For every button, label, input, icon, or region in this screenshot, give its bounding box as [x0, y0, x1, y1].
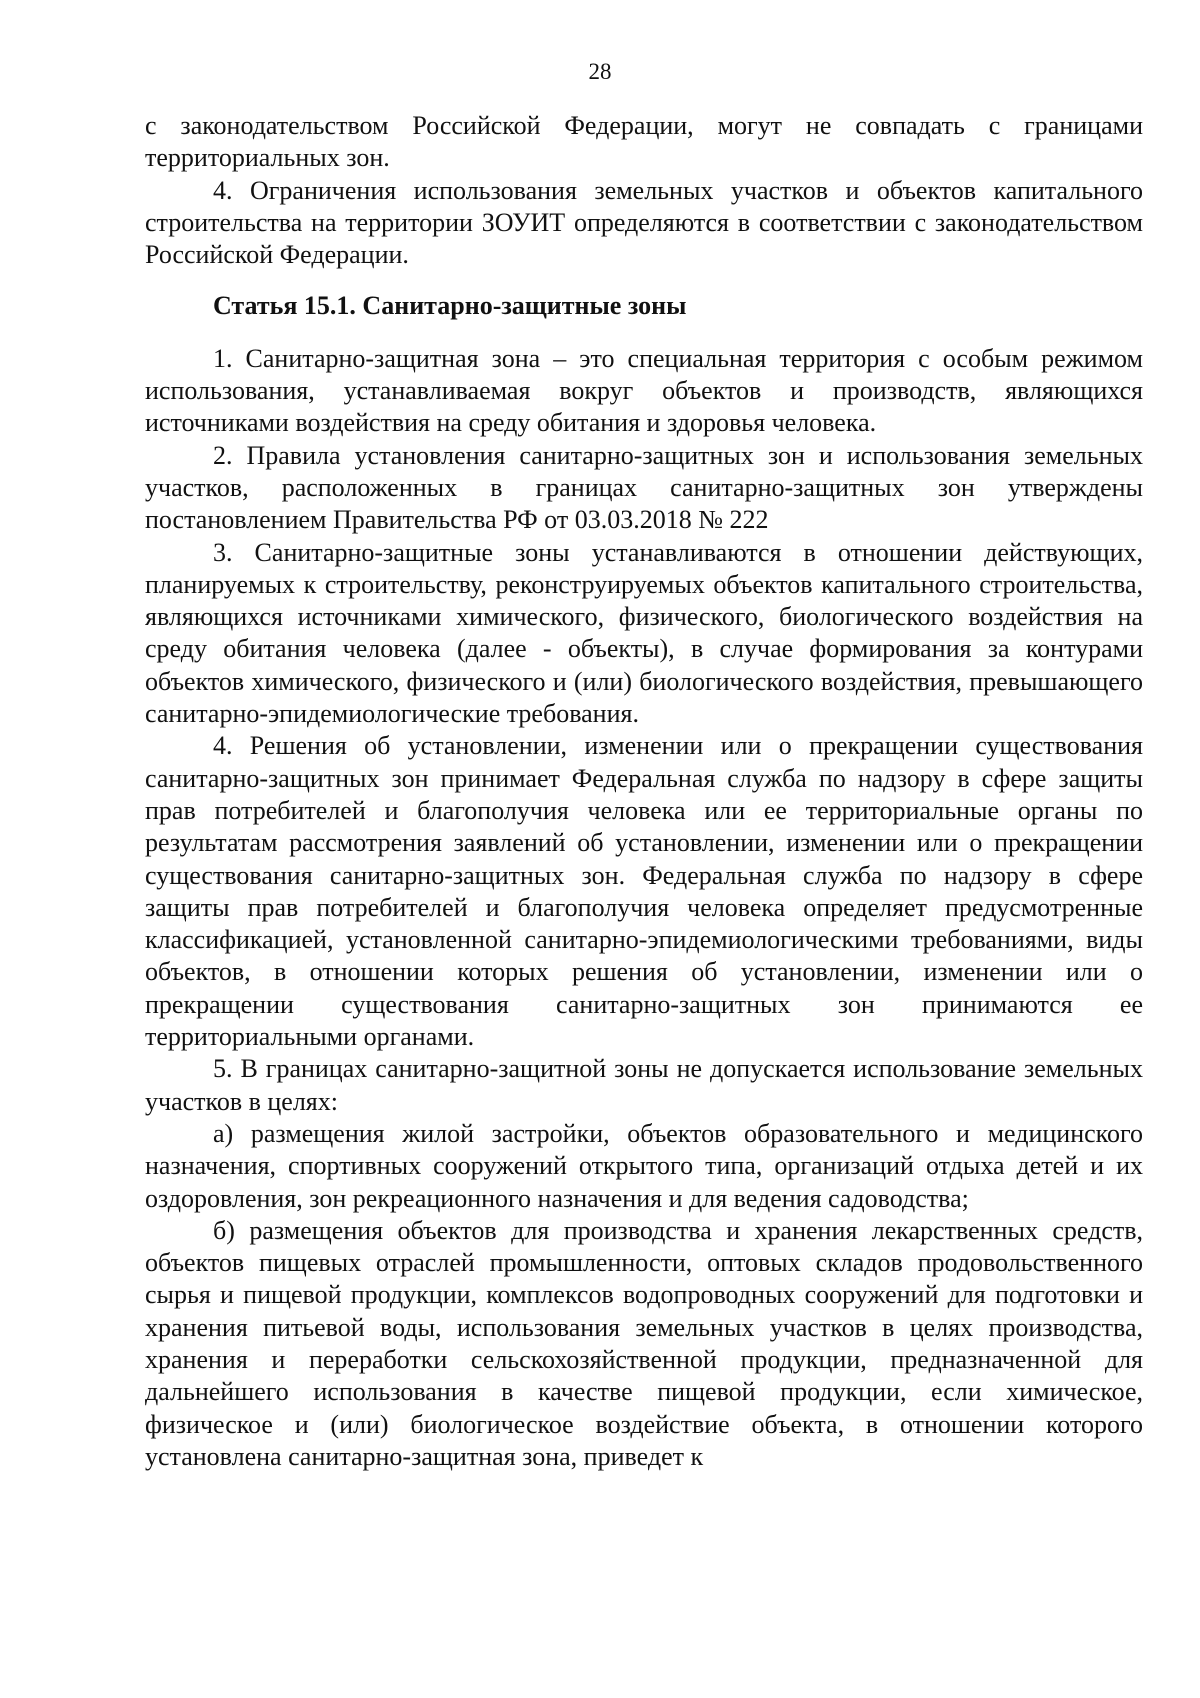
article-item-3: 3. Санитарно-защитные зоны устанавливаются в отношении действующих, планируемых к строительству, реконструируемых объектов капитального строительства, являющихся источниками химического, физического, биологического воздействия на среду обитания человека (далее - объекты), в случае формирования за контурами объектов химического, физического и (или) биологического воздействия, превышающего санитарно-эпидемиологические требования.: [145, 537, 1143, 729]
article-item-2: 2. Правила установления санитарно-защитных зон и использования земельных участков, расположенных в границах санитарно-защитных зон утверждены постановлением Правительства РФ от 03.03.2018 № 222: [145, 440, 1143, 535]
document-body: [145, 110, 1143, 1473]
article-subitem-a: а) размещения жилой застройки, объектов образовательного и медицинского назначения, спортивных сооружений открытого типа, организаций отдыха детей и их оздоровления, зон рекреационного назначения и для ведения садоводства;: [145, 1118, 1143, 1213]
article-item-1: 1. Санитарно-защитная зона – это специальная территория с особым режимом использования, устанавливаемая вокруг объектов и производств, являющихся источниками воздействия на среду обитания и здоровья человека.: [145, 343, 1143, 438]
article-item-5: 5. В границах санитарно-защитной зоны не допускается использование земельных участков в целях:: [145, 1054, 1143, 1116]
article-subitem-b: б) размещения объектов для производства и хранения лекарственных средств, объектов пищевых отраслей промышленности, оптовых складов продовольственного сырья и пищевой продукции, комплексов водопроводных сооружений для подготовки и хранения питьевой воды, использования земельных участков в целях производства, хранения и переработки сельскохозяйственной продукции, предназначенной для дальнейшего использования в качестве пищевой продукции, если химическое, физическое и (или) биологическое воздействие объекта, в отношении которого установлена санитарно-защитная зона, приведет к: [145, 1215, 1143, 1471]
paragraph-continuation: с законодательством Российской Федерации, могут не совпадать с границами территориальных зон.: [145, 111, 1143, 173]
article-heading: Статья 15.1. Санитарно-защитные зоны: [213, 291, 687, 321]
page-number: 28: [588, 59, 612, 84]
paragraph-item-4: 4. Ограничения использования земельных участков и объектов капитального строительства на территории ЗОУИТ определяются в соответствии с законодательством Российской Федерации.: [145, 175, 1143, 270]
article-item-4: 4. Решения об установлении, изменении или о прекращении существования санитарно-защитных зон принимает Федеральная служба по надзору в сфере защиты прав потребителей и благополучия человека или ее территориальные органы по результатам рассмотрения заявлений об установлении, изменении или о прекращении существования санитарно-защитных зон. Федеральная служба по надзору в сфере защиты прав потребителей и благополучия человека определяет предусмотренные классификацией, установленной санитарно-эпидемиологическими требованиями, виды объектов, в отношении которых решения об установлении, изменении или о прекращении существования санитарно-защитных зон принимаются ее территориальными органами.: [145, 731, 1143, 1052]
